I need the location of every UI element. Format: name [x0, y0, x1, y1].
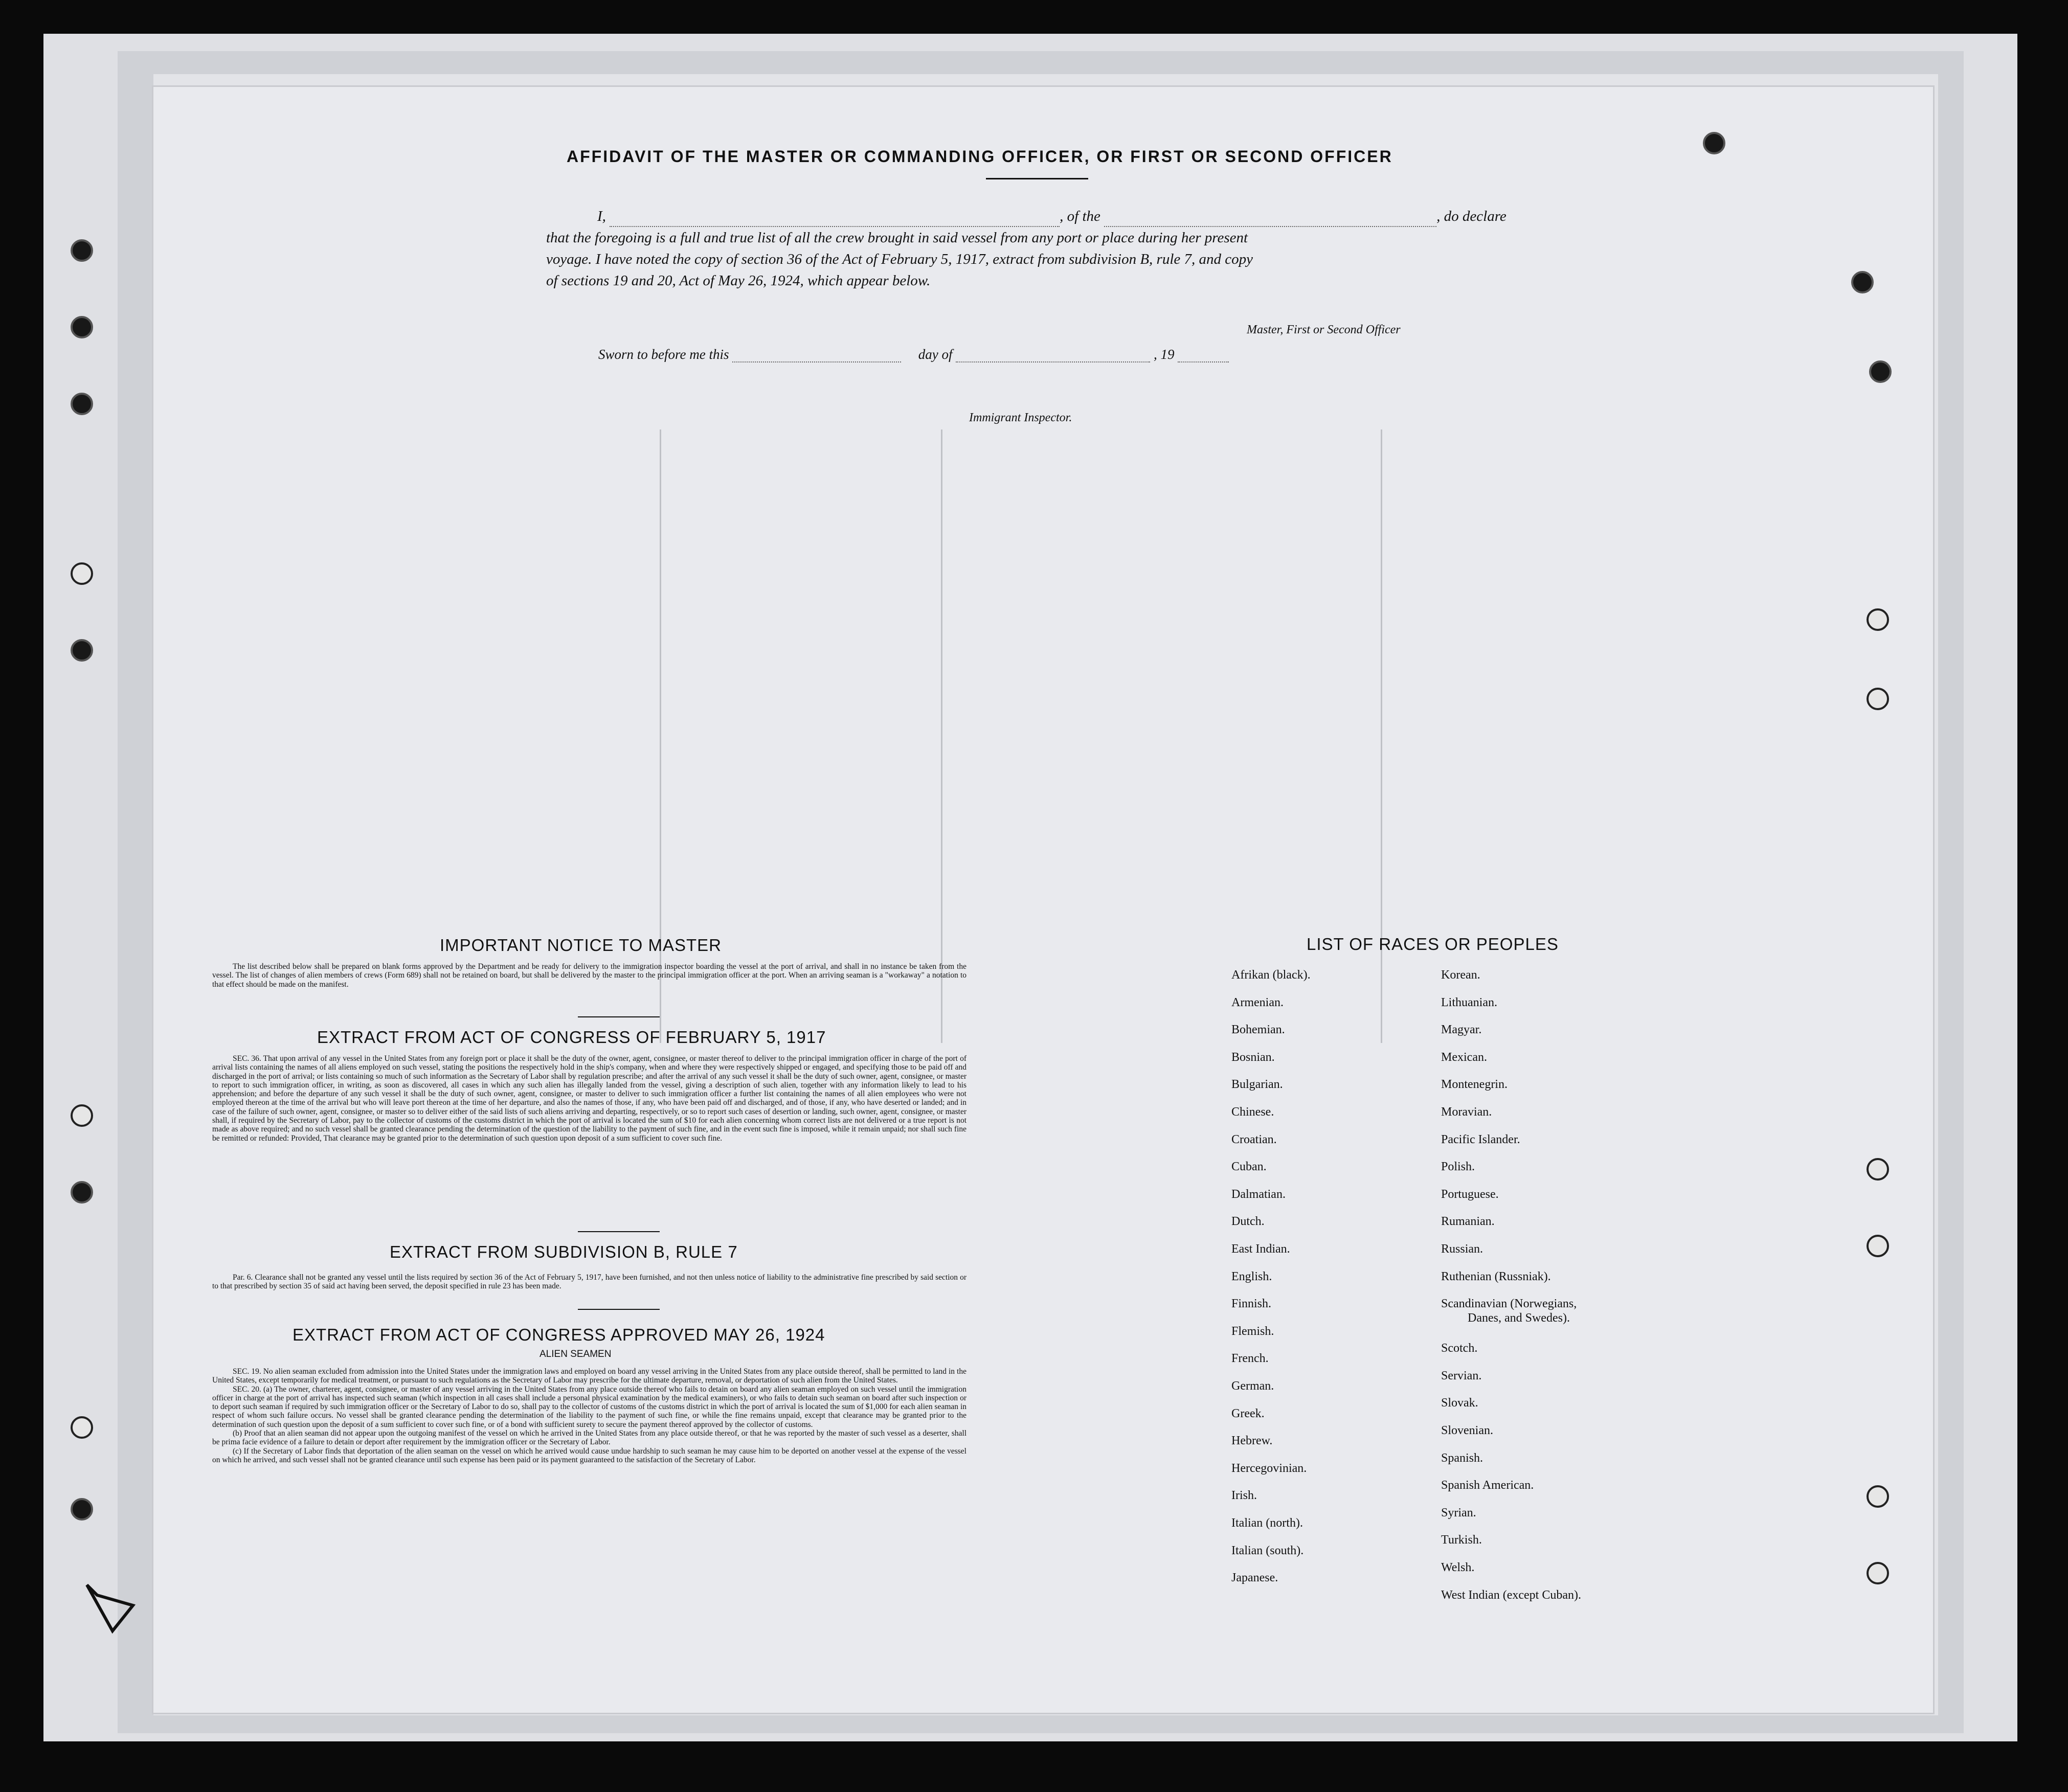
- i-label: I,: [597, 208, 606, 224]
- title-rule: [986, 178, 1088, 179]
- sec-20b: (b) Proof that an alien seaman did not appear upon the outgoing manifest of the vessel on which he arrived in the United States from any place outside thereof, or that he was reported by the master of such vessel as a deserter, shall be prima facie evidence of a failure to detain or deport after requirement by the immigration officer or the Secretary of Labor.: [212, 1429, 966, 1447]
- sec-20a: SEC. 20. (a) The owner, charterer, agent, consignee, or master of any vessel arriving in the United States from any place outside thereof who fails to detain on board any alien seaman employed on such vessel until the immigration officer in charge at the port of arrival has inspected such seaman (which inspection in all cases shall include a personal physical examination by the medical examiners), or who fails to detain such seaman on board after such inspection or to deport such seaman if required by such immigration officer or the Secretary of Labor to do so, shall pay to the collector of customs of the customs district in which the port of arrival is located the sum of $1,000 for each alien seaman in respect of whom such failure occurs. No vessel shall be granted clearance pending the determination of the liability to the payment of such fine, or while the fine remains unpaid, except that clearance may be granted prior to the determination of such question upon the deposit of a sum sufficient to cover such fine, or of a bond with sufficient surety to secure the payment thereof approved by the collector of customs.: [212, 1385, 966, 1429]
- race-item: Spanish.: [1441, 1451, 1483, 1465]
- binding-hole: [1867, 1485, 1889, 1508]
- binding-hole: [1851, 271, 1874, 293]
- race-item: Hercegovinian.: [1231, 1461, 1307, 1475]
- race-item: Ruthenian (Russniak).: [1441, 1269, 1551, 1283]
- sworn-line: [598, 347, 1229, 362]
- race-item: Greek.: [1231, 1407, 1265, 1420]
- extract-rule7-body: Par. 6. Clearance shall not be granted any vessel until the lists required by section 36 of the Act of February 5, 1917, have been furnished, and not then unless notice of liability to the administrative fine prescribed by said section or to that prescribed by section 35 of said act having been served, the deposit specified in rule 23 has been made.: [212, 1273, 966, 1291]
- race-item: Croatian.: [1231, 1132, 1277, 1146]
- master-signature-label: Master, First or Second Officer: [1247, 323, 1401, 336]
- sec-20c: (c) If the Secretary of Labor finds that deportation of the alien seaman on the vessel on which he arrived would cause undue hardship to such seaman he may cause him to be deported on another vessel at the expense of the vessel on which he arrived, and such vessel shall not be granted clearance until such expense has been paid or its payment guaranteed to the satisfaction of the Secretary of Labor.: [212, 1446, 966, 1464]
- binding-hole: [71, 1104, 93, 1127]
- of-the-label: , of the: [1060, 208, 1100, 224]
- sec-19: SEC. 19. No alien seaman excluded from admission into the United States under the immigration laws and employed on board any vessel arriving in the United States from any place outside thereof, shall be permitted to land in the United States, except temporarily for medical treatment, or pursuant to such regulations as the Secretary of Labor may prescribe for the ultimate departure, removal, or deportation of such alien from the United States.: [212, 1367, 966, 1385]
- do-declare-label: , do declare: [1436, 208, 1507, 224]
- bleed-through-column: [941, 429, 942, 1043]
- race-item: Chinese.: [1231, 1105, 1274, 1119]
- race-item: French.: [1231, 1352, 1269, 1366]
- race-item: Scandinavian (Norwegians,: [1441, 1297, 1577, 1311]
- name-blank[interactable]: [610, 213, 1060, 227]
- extract-1917-title: EXTRACT FROM ACT OF CONGRESS OF FEBRUARY 5, 1917: [317, 1028, 826, 1047]
- pencil-mark: [77, 1575, 143, 1646]
- race-item: Rumanian.: [1441, 1215, 1495, 1229]
- race-item: Irish.: [1231, 1489, 1257, 1503]
- binding-hole: [1867, 1562, 1889, 1584]
- race-item: Danes, and Swedes).: [1468, 1311, 1570, 1325]
- form-page: [153, 87, 1933, 1713]
- race-item: Servian.: [1441, 1369, 1482, 1382]
- binding-hole: [71, 239, 93, 262]
- race-item: Afrikan (black).: [1231, 968, 1311, 982]
- vessel-blank[interactable]: [1104, 213, 1436, 227]
- race-item: Mexican.: [1441, 1050, 1487, 1064]
- binding-hole: [71, 1181, 93, 1204]
- sworn-day-blank[interactable]: [732, 348, 901, 362]
- race-item: Hebrew.: [1231, 1434, 1273, 1448]
- race-item: Dutch.: [1231, 1215, 1265, 1229]
- divider: [578, 1309, 660, 1310]
- race-item: Armenian.: [1231, 995, 1284, 1009]
- affidavit-text: [546, 206, 1528, 291]
- race-item: Korean.: [1441, 968, 1480, 982]
- affidavit-title: AFFIDAVIT OF THE MASTER OR COMMANDING OFFICER, OR FIRST OR SECOND OFFICER: [567, 147, 1393, 166]
- extract-rule7-title: EXTRACT FROM SUBDIVISION B, RULE 7: [390, 1242, 738, 1261]
- race-item: Flemish.: [1231, 1324, 1274, 1338]
- race-item: Syrian.: [1441, 1506, 1476, 1519]
- inspector-label: Immigrant Inspector.: [969, 411, 1072, 424]
- race-item: Russian.: [1441, 1242, 1483, 1256]
- divider: [578, 1231, 660, 1232]
- race-item: Slovak.: [1441, 1396, 1478, 1410]
- binding-hole: [1703, 132, 1725, 154]
- notice-body: The list described below shall be prepared on blank forms approved by the Department and be ready for delivery to the immigration inspector boarding the vessel at the port of arrival, and shall in no instance be taken from the vessel. The list of changes of alien members of crews (Form 689) shall not be retained on board, but shall be delivered by the master to the principal immigration officer at the port. When an arriving seaman is a "workaway" a notation to that effect should be made on the manifest.: [212, 962, 966, 989]
- race-item: Italian (north).: [1231, 1516, 1303, 1530]
- race-item: Moravian.: [1441, 1105, 1492, 1119]
- extract-1924-title: EXTRACT FROM ACT OF CONGRESS APPROVED MAY 26, 1924: [293, 1325, 825, 1344]
- race-item: Welsh.: [1441, 1561, 1475, 1574]
- year-label: , 19: [1154, 347, 1175, 362]
- race-item: Finnish.: [1231, 1297, 1272, 1311]
- binding-hole: [1869, 360, 1892, 383]
- sworn-label: Sworn to before me this: [598, 347, 729, 362]
- binding-hole: [1867, 1158, 1889, 1181]
- race-item: Bulgarian.: [1231, 1078, 1283, 1092]
- affidavit-line-2: that the foregoing is a full and true list of all the crew brought in said vessel from any port or place during her present: [546, 230, 1248, 246]
- race-item: West Indian (except Cuban).: [1441, 1588, 1581, 1602]
- binding-hole: [71, 1498, 93, 1521]
- binding-hole: [71, 639, 93, 662]
- race-item: Montenegrin.: [1441, 1078, 1508, 1092]
- race-item: Slovenian.: [1441, 1424, 1493, 1437]
- extract-1917-body: SEC. 36. That upon arrival of any vessel in the United States from any foreign port or place it shall be the duty of the owner, agent, consignee, or master thereof to deliver to the principal immigration officer in charge of the port of arrival lists containing the names of all aliens employed on such vessel, stating the positions the respectively hold in the ship's company, when and where they were respectively shipped or engaged, and specifying those to be paid off and discharged in the port of arrival; or lists containing so much of such information as the Secretary of Labor shall by regulation prescribe; and after the arrival of any such vessel it shall be the duty of such owner, agent, consignee, or master to report to such immigration officer, in writing, as soon as discovered, all cases in which any such alien has illegally landed from the vessel, giving a description of such alien, together with any information likely to lead to his apprehension; and before the departure of any such vessel it shall be the duty of such owner, agent, consignee, or master to deliver to such immigration officer a further list containing the names of all alien employees who were not employed thereon at the time of the arrival but who will leave port thereon at the time of her departure, and also the names of those, if any, who have been paid off and discharged, and of those, if any, who have deserted or landed; and in case of the failure of such owner, agent, consignee, or master so to deliver either of the said lists of such aliens arriving and departing, respectively, or so to report such cases of desertion or landing, such owner, agent, consignee, or master shall, if required by the Secretary of Labor, pay to the collector of customs of the customs district in which the port of arrival is located the sum of $10 for each alien concerning whom correct lists are not delivered or a true report is not made as above required; and no such vessel shall be granted clearance pending the determination of the question of the liability to the payment of such fine, and in the event such fine is imposed, while it remain unpaid; nor shall such fine be remitted or refunded: Provided, That clearance may be granted prior to the determination of such question upon deposit of a sum sufficient to cover such fine.: [212, 1054, 966, 1143]
- binding-hole: [71, 1416, 93, 1439]
- day-of-label: day of: [918, 347, 953, 362]
- notice-title: IMPORTANT NOTICE TO MASTER: [440, 936, 722, 955]
- race-item: Scotch.: [1441, 1342, 1478, 1355]
- races-title: LIST OF RACES OR PEOPLES: [1307, 935, 1559, 954]
- race-item: Magyar.: [1441, 1023, 1482, 1037]
- binding-hole: [71, 562, 93, 585]
- race-item: Polish.: [1441, 1160, 1475, 1174]
- race-item: Bohemian.: [1231, 1023, 1285, 1037]
- race-item: Lithuanian.: [1441, 995, 1497, 1009]
- race-item: Spanish American.: [1441, 1479, 1534, 1492]
- race-item: Japanese.: [1231, 1571, 1278, 1585]
- extract-1924-subtitle: ALIEN SEAMEN: [540, 1349, 612, 1359]
- race-item: Pacific Islander.: [1441, 1132, 1520, 1146]
- extract-1924-body: [212, 1367, 966, 1464]
- race-item: English.: [1231, 1269, 1272, 1283]
- binding-hole: [71, 316, 93, 338]
- race-item: Turkish.: [1441, 1533, 1482, 1547]
- month-blank[interactable]: [956, 348, 1150, 362]
- race-item: Cuban.: [1231, 1160, 1267, 1174]
- binding-hole: [1867, 608, 1889, 631]
- race-item: Dalmatian.: [1231, 1187, 1286, 1201]
- affidavit-line-4: of sections 19 and 20, Act of May 26, 1924, which appear below.: [546, 273, 931, 289]
- race-item: Bosnian.: [1231, 1050, 1275, 1064]
- year-blank[interactable]: [1178, 348, 1229, 362]
- affidavit-line-3: voyage. I have noted the copy of section 36 of the Act of February 5, 1917, extract from subdivision B, rule 7, and copy: [546, 251, 1253, 267]
- race-item: Italian (south).: [1231, 1544, 1304, 1557]
- affidavit-line-1: [546, 206, 1528, 227]
- binding-hole: [1867, 688, 1889, 710]
- binding-hole: [71, 393, 93, 415]
- race-item: Portuguese.: [1441, 1187, 1499, 1201]
- divider: [578, 1016, 660, 1017]
- race-item: German.: [1231, 1379, 1274, 1393]
- binding-hole: [1867, 1235, 1889, 1257]
- race-item: East Indian.: [1231, 1242, 1290, 1256]
